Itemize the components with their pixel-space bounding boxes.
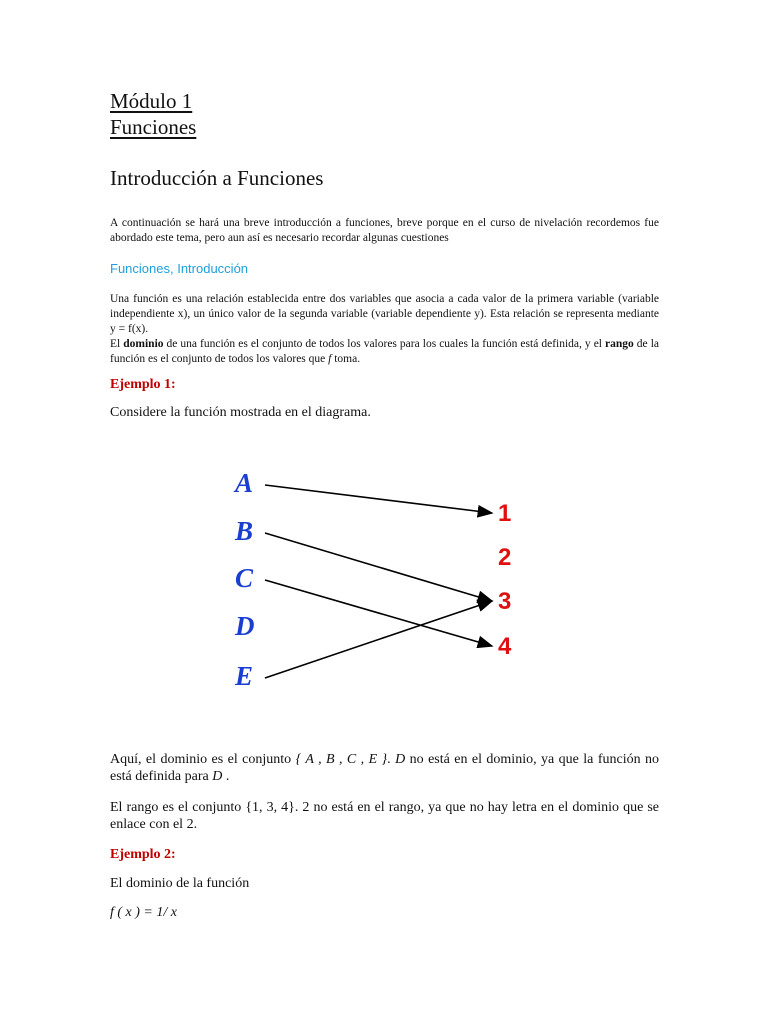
def-text: de una función es el conjunto de todos los valores para los cuales la función está definida, y el [163,338,606,350]
domain-letter-e: E [235,661,254,691]
dom-text: . [387,752,396,767]
range-paragraph: El rango es el conjunto {1, 3, 4}. 2 no está en el rango, ya que no hay letra en el dominio que se enlace con el 2. [110,800,659,832]
dom-text: . [222,769,230,784]
range-number-3: 3 [498,588,512,615]
range-number-1: 1 [498,500,512,527]
example1-text: Considere la función mostrada en el diagrama. [110,405,371,420]
formula-text: f ( x ) = 1/ x [110,905,177,920]
domain-letter-c: C [235,563,254,593]
domain-paragraph [110,751,659,785]
domain-letter-d: D [235,611,255,641]
section-title: Introducción a Funciones [110,166,324,190]
domain-set: { A , B , C , E } [295,752,388,767]
d-letter: D [212,769,223,784]
d-letter: D [395,752,406,767]
domain-letter-a: A [235,468,254,498]
definition-line1: Una función es una relación establecida entre dos variables que asocia a cada valor de la primera variable (variable independiente x), un único valor de la segunda variable (variable dependiente y). Esta relación se representa mediante y = f(x). [110,293,659,335]
title-block [110,88,196,140]
example2-text: El dominio de la función [110,876,250,891]
rango-term: rango [605,338,634,350]
mapping-arrows [265,485,492,678]
def-text: toma. [331,353,361,365]
definition-line2 [110,337,659,367]
f-letter: f [328,353,332,365]
topic-title: Funciones [110,115,197,139]
arrow-a-to-1 [265,485,492,513]
dom-text: no está en el dominio, ya que la función no está definida para [110,752,660,784]
range-number-2: 2 [498,544,512,571]
domain-letter-b: B [235,516,254,546]
formula [110,905,177,921]
arrow-b-to-3 [265,533,492,601]
def-text: El [110,338,124,350]
intro-paragraph: A continuación se hará una breve introducción a funciones, breve porque en el curso de nivelación recordemos fue abordado este tema, pero aun así es necesario recordar algunas cuestiones [110,217,659,244]
function-mapping-diagram [110,450,550,710]
example1-label: Ejemplo 1: [110,377,176,392]
dominio-term: dominio [123,338,164,350]
dom-text: Aquí, el dominio es el conjunto [110,752,296,767]
subheading: Funciones, Introducción [110,261,249,276]
range-numbers [498,500,512,660]
module-title: Módulo 1 [110,89,193,113]
range-number-4: 4 [498,633,512,660]
definition-block [110,292,659,367]
def-text: de la función es el conjunto de todos los valores que [110,338,659,365]
example2-label: Ejemplo 2: [110,847,176,862]
domain-letters [233,468,255,691]
